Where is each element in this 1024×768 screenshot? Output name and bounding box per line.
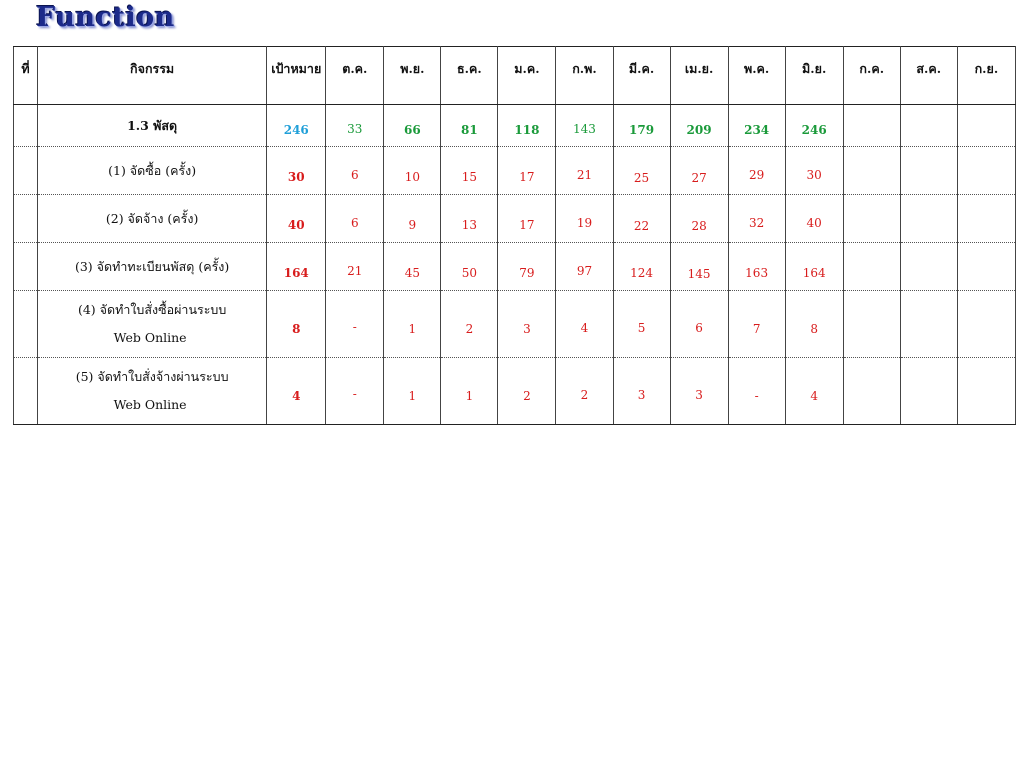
header-cell-month: ม.ค. xyxy=(498,47,556,105)
header-cell-month: ธ.ค. xyxy=(441,47,498,105)
table-row xyxy=(14,105,1016,147)
page-title: Function xyxy=(36,2,175,33)
activity-cell: (1) จัดซื้อ (ครั้ง) xyxy=(38,147,267,195)
header-cell-month: เม.ย. xyxy=(670,47,728,105)
month-cell: 118 xyxy=(498,105,556,147)
month-cell: - xyxy=(326,358,384,425)
month-cell: 2 xyxy=(556,358,613,425)
month-cell xyxy=(957,243,1015,291)
activity-cell: (2) จัดจ้าง (ครั้ง) xyxy=(38,195,267,243)
month-cell: 50 xyxy=(441,243,498,291)
month-cell: 3 xyxy=(670,358,728,425)
month-cell xyxy=(900,243,957,291)
header-cell-month: ก.ค. xyxy=(843,47,900,105)
header-row xyxy=(14,47,1016,105)
month-cell: 21 xyxy=(556,147,613,195)
header-cell-month: ต.ค. xyxy=(326,47,384,105)
month-cell: 3 xyxy=(498,291,556,358)
month-cell xyxy=(843,195,900,243)
month-cell: 1 xyxy=(384,291,441,358)
month-cell: 2 xyxy=(441,291,498,358)
month-cell: 5 xyxy=(613,291,670,358)
month-cell: 28 xyxy=(670,195,728,243)
month-cell xyxy=(900,358,957,425)
month-cell xyxy=(957,195,1015,243)
month-cell: - xyxy=(326,291,384,358)
month-cell xyxy=(900,105,957,147)
month-cell: 4 xyxy=(785,358,843,425)
month-cell xyxy=(843,147,900,195)
activity-cell xyxy=(38,291,267,358)
month-cell xyxy=(843,243,900,291)
month-cell: 17 xyxy=(498,195,556,243)
month-cell: 97 xyxy=(556,243,613,291)
header-cell-month: พ.ค. xyxy=(728,47,785,105)
target-cell: 164 xyxy=(267,243,326,291)
month-cell: 40 xyxy=(785,195,843,243)
table-row xyxy=(14,195,1016,243)
month-cell: 27 xyxy=(670,147,728,195)
month-cell: 246 xyxy=(785,105,843,147)
activity-cell: (3) จัดทำทะเบียนพัสดุ (ครั้ง) xyxy=(38,243,267,291)
header-cell-month: มี.ค. xyxy=(613,47,670,105)
month-cell: 6 xyxy=(326,147,384,195)
target-cell: 246 xyxy=(267,105,326,147)
month-cell: 45 xyxy=(384,243,441,291)
header-cell-month: ส.ค. xyxy=(900,47,957,105)
month-cell: 30 xyxy=(785,147,843,195)
activity-label-line2: Web Online xyxy=(113,397,187,412)
month-cell: 9 xyxy=(384,195,441,243)
month-cell: 79 xyxy=(498,243,556,291)
month-cell xyxy=(957,147,1015,195)
month-cell: 6 xyxy=(670,291,728,358)
row-number-cell xyxy=(14,147,38,195)
table-row xyxy=(14,147,1016,195)
table-row xyxy=(14,358,1016,425)
activity-cell xyxy=(38,358,267,425)
target-cell: 8 xyxy=(267,291,326,358)
month-cell xyxy=(957,358,1015,425)
row-number-cell xyxy=(14,243,38,291)
month-cell: 4 xyxy=(556,291,613,358)
month-cell: 15 xyxy=(441,147,498,195)
activity-label: (4) จัดทำใบสั่งซื้อผ่านระบบ xyxy=(77,302,227,317)
month-cell: 2 xyxy=(498,358,556,425)
month-cell xyxy=(900,291,957,358)
month-cell: 3 xyxy=(613,358,670,425)
month-cell: 8 xyxy=(785,291,843,358)
month-cell: 33 xyxy=(326,105,384,147)
header-cell-month: ก.ย. xyxy=(957,47,1015,105)
month-cell: 143 xyxy=(556,105,613,147)
month-cell: 209 xyxy=(670,105,728,147)
activity-cell: 1.3 พัสดุ xyxy=(38,105,267,147)
month-cell: 17 xyxy=(498,147,556,195)
header-cell-month: พ.ย. xyxy=(384,47,441,105)
header-cell-activity: กิจกรรม xyxy=(38,47,267,105)
row-number-cell xyxy=(14,195,38,243)
table-row xyxy=(14,243,1016,291)
month-cell: 6 xyxy=(326,195,384,243)
target-cell: 4 xyxy=(267,358,326,425)
month-cell: 1 xyxy=(441,358,498,425)
month-cell xyxy=(843,358,900,425)
month-cell: 81 xyxy=(441,105,498,147)
header-cell-month: มิ.ย. xyxy=(785,47,843,105)
activity-label-line2: Web Online xyxy=(113,330,187,345)
month-cell: 234 xyxy=(728,105,785,147)
month-cell xyxy=(843,291,900,358)
month-cell: 1 xyxy=(384,358,441,425)
target-cell: 30 xyxy=(267,147,326,195)
month-cell: - xyxy=(728,358,785,425)
month-cell: 164 xyxy=(785,243,843,291)
month-cell xyxy=(957,291,1015,358)
header-cell-month: ก.พ. xyxy=(556,47,613,105)
activity-label: (5) จัดทำใบสั่งจ้างผ่านระบบ xyxy=(75,369,229,384)
month-cell: 163 xyxy=(728,243,785,291)
month-cell: 145 xyxy=(670,243,728,291)
month-cell: 25 xyxy=(613,147,670,195)
month-cell: 29 xyxy=(728,147,785,195)
month-cell: 124 xyxy=(613,243,670,291)
month-cell: 7 xyxy=(728,291,785,358)
month-cell: 21 xyxy=(326,243,384,291)
month-cell: 179 xyxy=(613,105,670,147)
table-row xyxy=(14,291,1016,358)
target-cell: 40 xyxy=(267,195,326,243)
month-cell xyxy=(957,105,1015,147)
month-cell xyxy=(900,147,957,195)
month-cell xyxy=(900,195,957,243)
activity-table xyxy=(13,46,1016,425)
month-cell: 66 xyxy=(384,105,441,147)
month-cell: 32 xyxy=(728,195,785,243)
header-cell-no: ที่ xyxy=(14,47,38,105)
row-number-cell xyxy=(14,105,38,147)
header-cell-target: เป้าหมาย xyxy=(267,47,326,105)
month-cell: 13 xyxy=(441,195,498,243)
month-cell: 19 xyxy=(556,195,613,243)
month-cell xyxy=(843,105,900,147)
month-cell: 10 xyxy=(384,147,441,195)
month-cell: 22 xyxy=(613,195,670,243)
